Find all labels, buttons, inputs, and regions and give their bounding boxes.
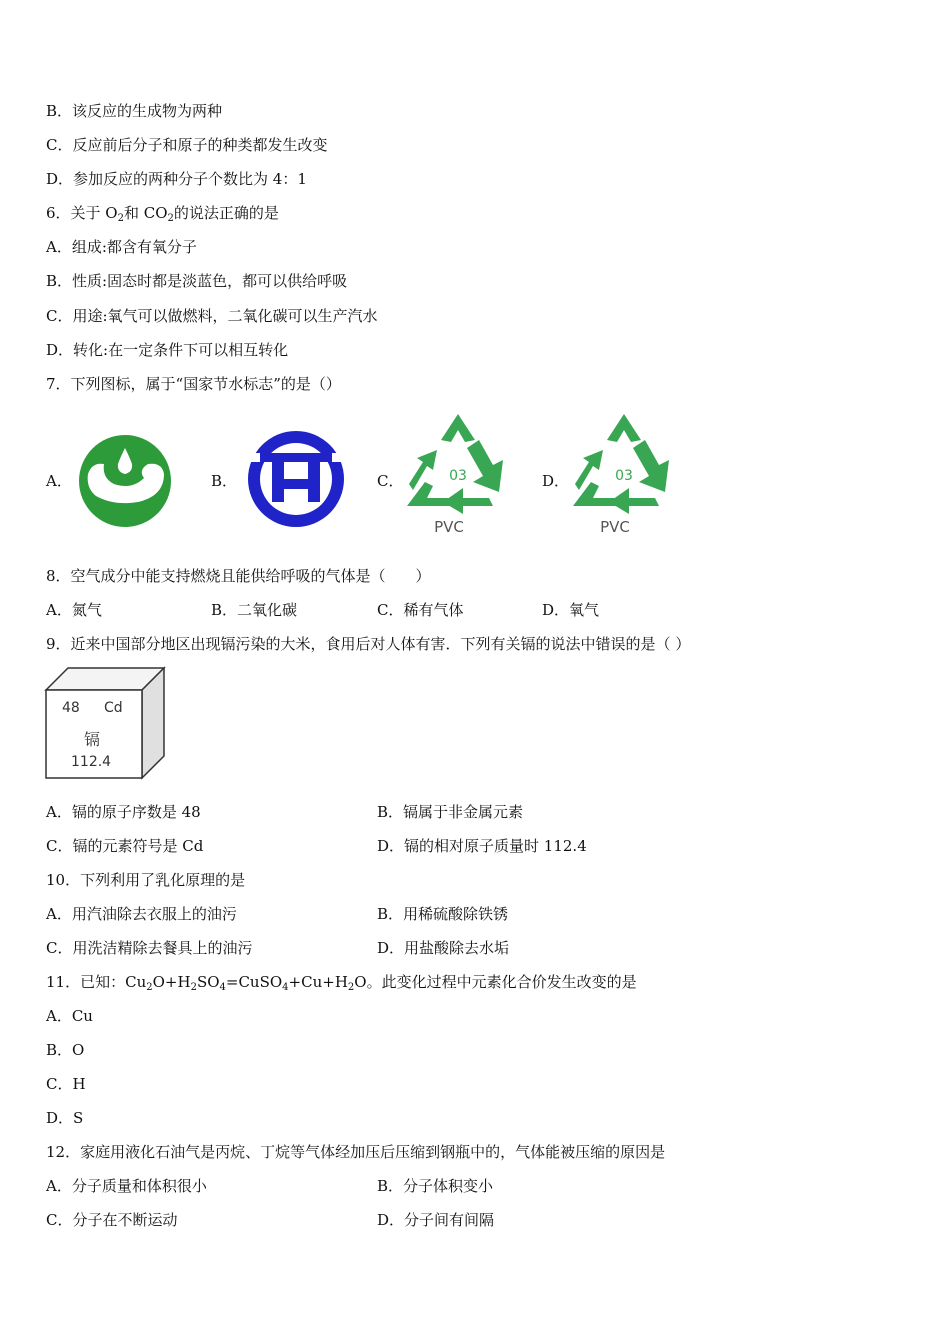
q6-option-a: A．组成:都含有氧分子 bbox=[46, 238, 197, 256]
recycle-name-c: PVC bbox=[434, 518, 464, 536]
q11-option-c: C．H bbox=[46, 1075, 86, 1093]
recycle-name-d: PVC bbox=[600, 518, 630, 536]
q11-stem: 11．已知：$Cu_2O+H_2SO_4=CuSO_4+Cu+H_2O$。此变化过程中元素化合价发生改变的是 bbox=[46, 973, 637, 993]
element-symbol: Cd bbox=[104, 700, 123, 716]
q5-option-b: B．该反应的生成物为两种 bbox=[46, 102, 223, 120]
q10-option-c: C．用洗洁精除去餐具上的油污 bbox=[46, 939, 253, 957]
q8-stem: 8．空气成分中能支持燃烧且能供给呼吸的气体是（ ） bbox=[46, 567, 431, 585]
q8-option-b: B．二氧化碳 bbox=[211, 601, 298, 619]
q11-option-b: B．O bbox=[46, 1041, 85, 1059]
q7-stem: 7．下列图标，属于“国家节水标志”的是（） bbox=[46, 375, 341, 393]
q6-option-c: C．用途:氧气可以做燃料，二氧化碳可以生产汽水 bbox=[46, 307, 378, 325]
q12-option-c: C．分子在不断运动 bbox=[46, 1211, 178, 1229]
q12-stem: 12．家庭用液化石油气是丙烷、丁烷等气体经加压后压缩到钢瓶中的，气体能被压缩的原因是 bbox=[46, 1143, 666, 1161]
q12-option-d: D．分子间有间隔 bbox=[377, 1211, 495, 1229]
q9-option-b: B．镉属于非金属元素 bbox=[377, 803, 524, 821]
element-mass: 112.4 bbox=[71, 754, 112, 770]
q12-option-b: B．分子体积变小 bbox=[377, 1177, 494, 1195]
q6-stem: 6．关于 $O_2$和 $CO_2$的说法正确的是 bbox=[46, 204, 279, 224]
q11-option-d: D．S bbox=[46, 1109, 84, 1127]
water-saving-icon bbox=[78, 434, 172, 528]
q9-stem: 9．近来中国部分地区出现镉污染的大米，食用后对人体有害．下列有关镉的说法中错误的是（ ） bbox=[46, 635, 691, 653]
q10-stem: 10．下列利用了乳化原理的是 bbox=[46, 871, 246, 889]
q7-label-c: C． bbox=[377, 472, 404, 490]
q8-option-d: D．氧气 bbox=[542, 601, 600, 619]
q7-label-a: A． bbox=[46, 472, 72, 490]
q5-option-d: D．参加反应的两种分子个数比为 4：1 bbox=[46, 170, 307, 188]
q12-option-a: A．分子质量和体积很小 bbox=[46, 1177, 207, 1195]
recycle-code-c: 03 bbox=[449, 468, 467, 484]
blue-circle-emblem-icon bbox=[246, 429, 346, 529]
q9-option-d: D．镉的相对原子质量时 112.4 bbox=[377, 837, 587, 855]
q10-option-b: B．用稀硫酸除铁锈 bbox=[377, 905, 509, 923]
q10-option-d: D．用盐酸除去水垢 bbox=[377, 939, 510, 957]
q8-option-a: A．氮气 bbox=[46, 601, 102, 619]
q8-option-c: C．稀有气体 bbox=[377, 601, 464, 619]
element-name: 镉 bbox=[84, 730, 101, 749]
q9-option-a: A．镉的原子序数是 48 bbox=[46, 803, 201, 821]
q10-option-a: A．用汽油除去衣服上的油污 bbox=[46, 905, 237, 923]
recycle-code-d: 03 bbox=[615, 468, 633, 484]
recycle-pvc-icon-c bbox=[403, 410, 513, 538]
q6-option-d: D．转化:在一定条件下可以相互转化 bbox=[46, 341, 289, 359]
element-number: 48 bbox=[62, 700, 80, 716]
q11-option-a: A．Cu bbox=[46, 1007, 93, 1025]
q9-option-c: C．镉的元素符号是 Cd bbox=[46, 837, 204, 855]
q6-option-b: B．性质:固态时都是淡蓝色，都可以供给呼吸 bbox=[46, 272, 348, 290]
q7-label-d: D． bbox=[542, 472, 570, 490]
q5-option-c: C．反应前后分子和原子的种类都发生改变 bbox=[46, 136, 328, 154]
recycle-pvc-icon-d bbox=[569, 410, 679, 538]
q7-label-b: B． bbox=[211, 472, 238, 490]
